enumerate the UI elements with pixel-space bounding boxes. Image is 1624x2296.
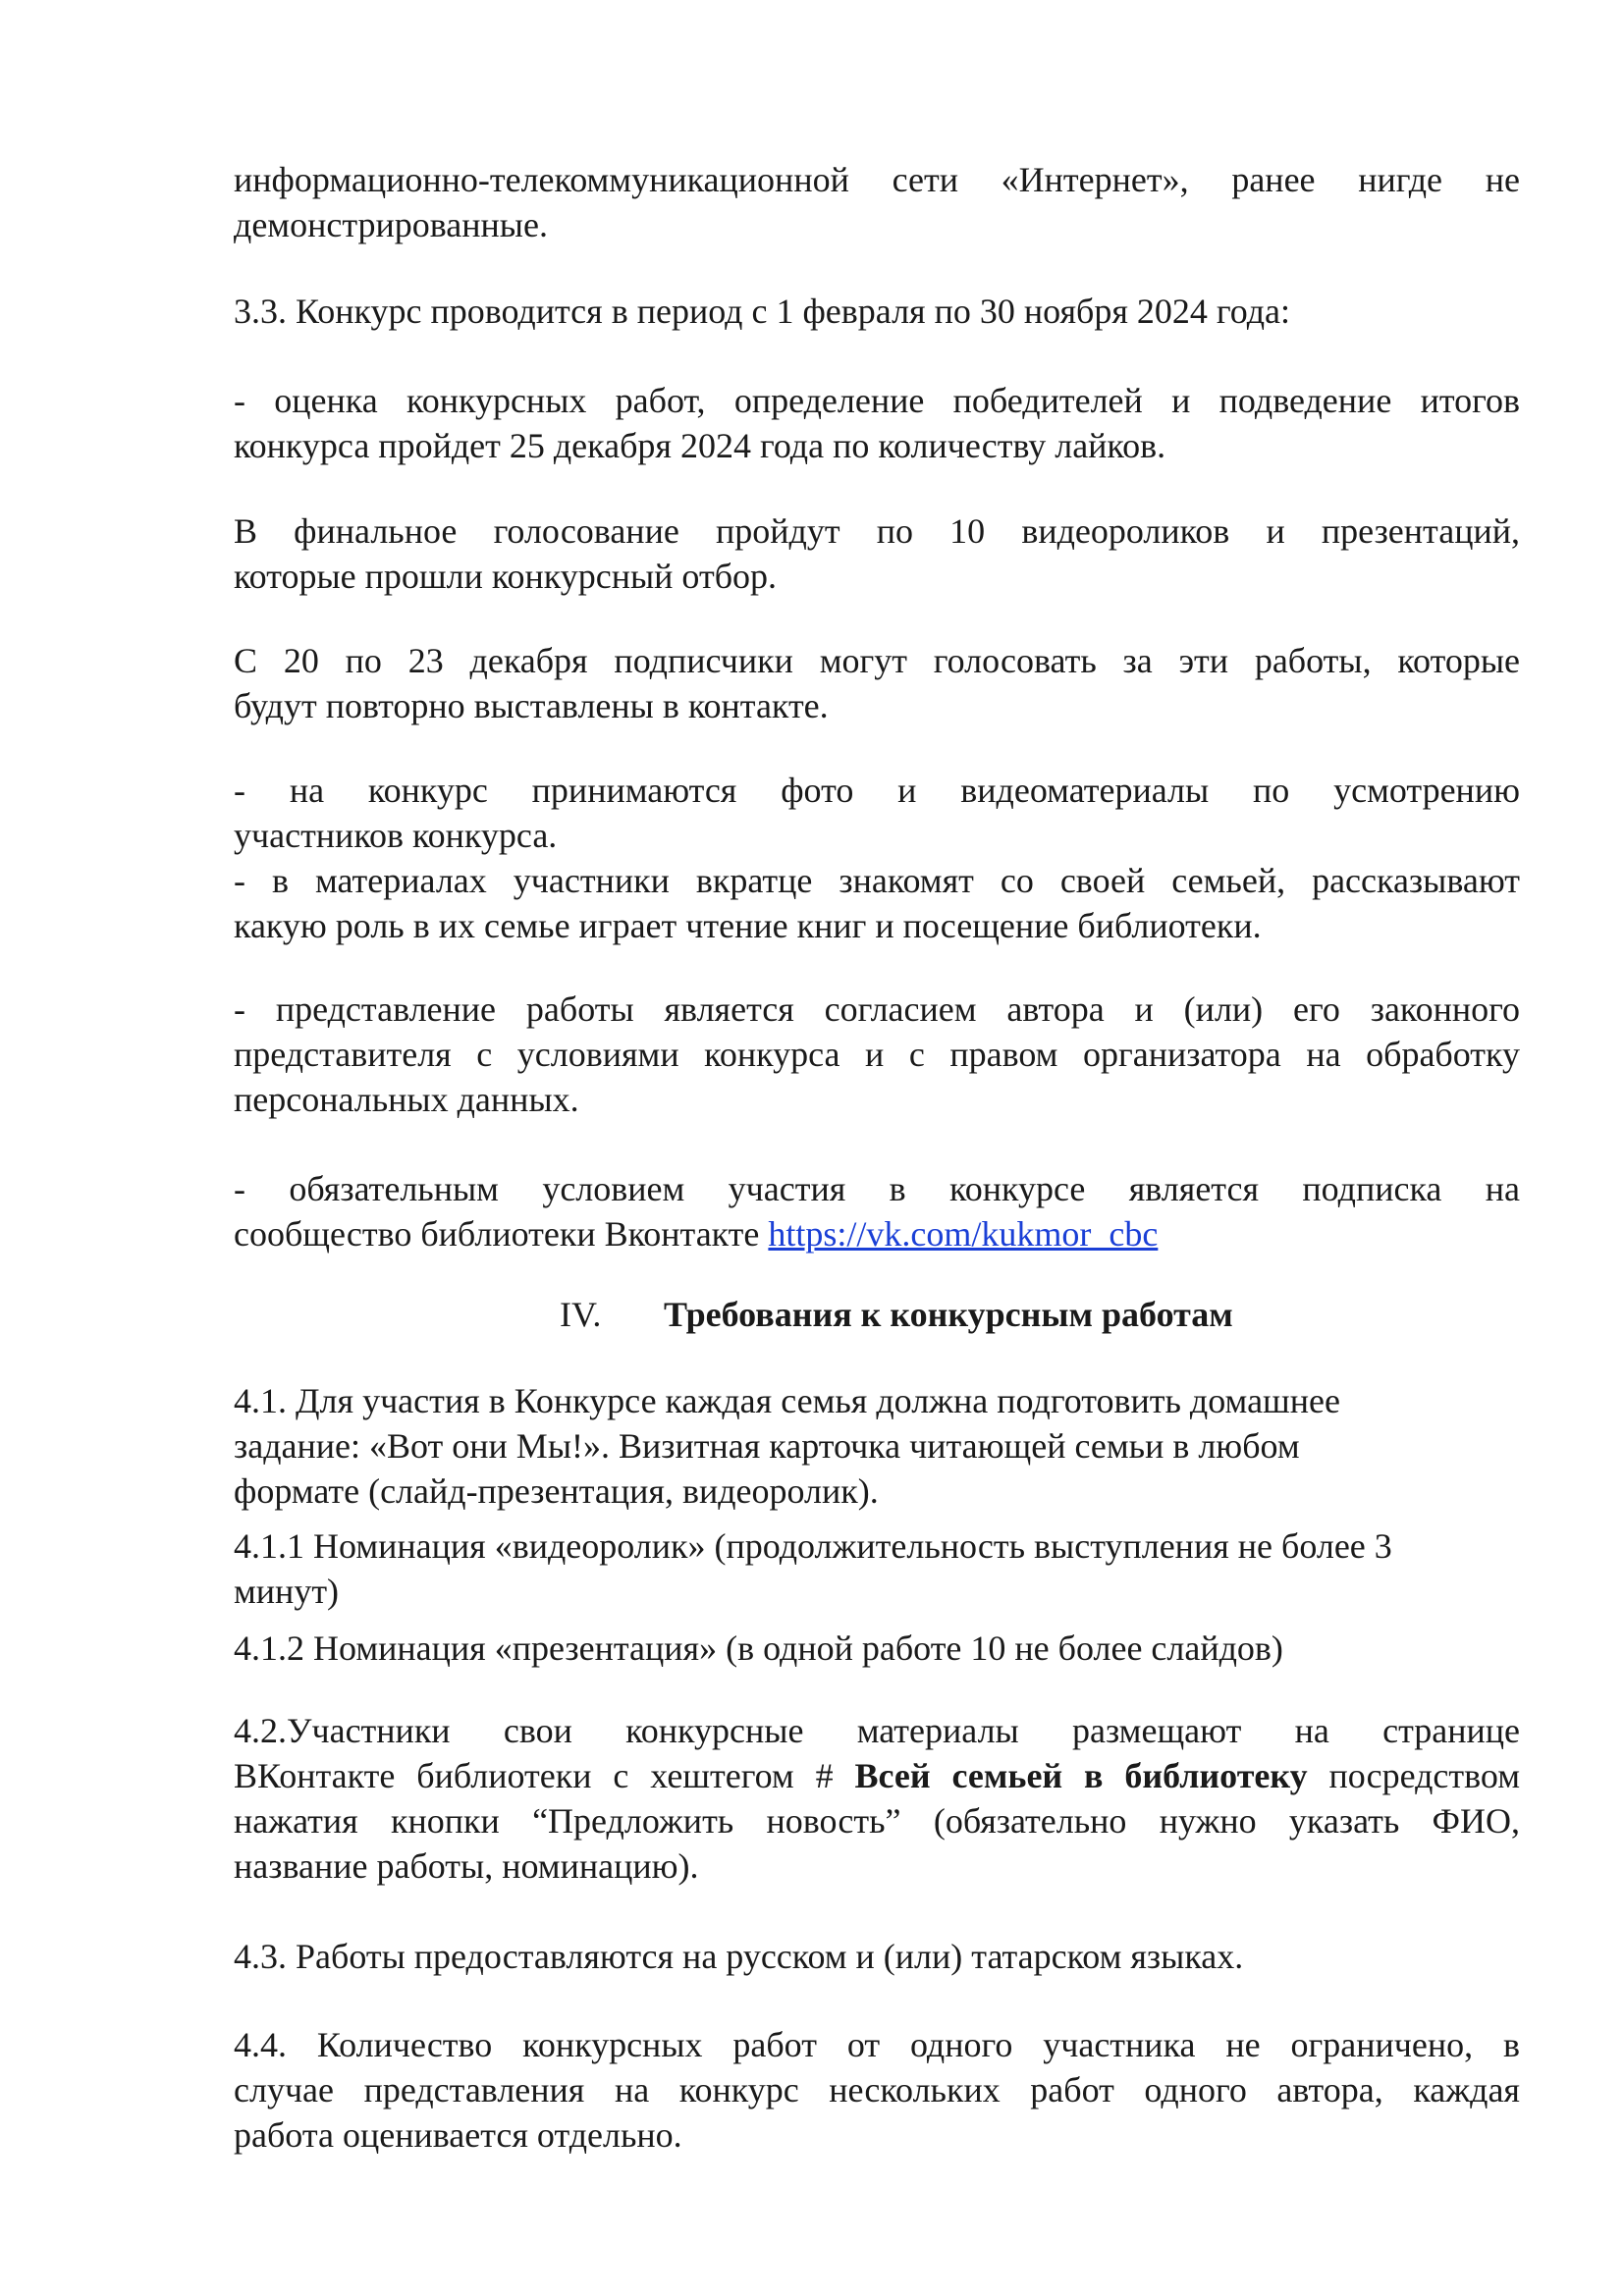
hashtag-text: Всей семьей в библиотеку xyxy=(854,1756,1308,1795)
text-line: будут повторно выставлены в контакте. xyxy=(234,686,829,725)
text-line: - оценка конкурсных работ, определение победителей и подведение итогов xyxy=(234,381,1520,420)
paragraph-4-1-2 xyxy=(234,1626,1520,1671)
text-line: информационно-телекоммуникационной сети «Интернет», ранее нигде не xyxy=(234,160,1520,199)
text-line: представителя с условиями конкурса и с правом организатора на обработку xyxy=(234,1035,1520,1074)
text-line: персональных данных. xyxy=(234,1080,579,1119)
text-line: название работы, номинацию). xyxy=(234,1846,699,1886)
text-line: 4.2.Участники свои конкурсные материалы размещают на странице xyxy=(234,1711,1520,1750)
paragraph-consent xyxy=(234,987,1520,1122)
text-line: - представление работы является согласием автора и (или) его законного xyxy=(234,989,1520,1029)
text-line: - на конкурс принимаются фото и видеоматериалы по усмотрению xyxy=(234,771,1520,810)
paragraph-4-4 xyxy=(234,2022,1520,2158)
paragraph-4-1 xyxy=(234,1378,1520,1514)
section-title: Требования к конкурсным работам xyxy=(664,1295,1233,1334)
paragraph-3-3 xyxy=(234,289,1520,334)
text-line: участников конкурса. xyxy=(234,816,558,855)
text-line: С 20 по 23 декабря подписчики могут голосовать за эти работы, которые xyxy=(234,641,1520,680)
text-line: демонстрированные. xyxy=(234,205,548,244)
text-line: 4.3. Работы предоставляются на русском и (или) татарском языках. xyxy=(234,1937,1244,1976)
text-line: задание: «Вот они Мы!». Визитная карточка читающей семьи в любом xyxy=(234,1426,1300,1466)
paragraph-subscription xyxy=(234,1166,1520,1256)
text-line: минут) xyxy=(234,1572,340,1611)
text-line: которые прошли конкурсный отбор. xyxy=(234,557,778,596)
paragraph-evaluation xyxy=(234,378,1520,468)
vk-community-link[interactable]: https://vk.com/kukmor_cbc xyxy=(768,1214,1159,1254)
text-line: - в материалах участники вкратце знакомят со своей семьей, рассказывают xyxy=(234,861,1520,900)
paragraph-internet xyxy=(234,157,1520,247)
text-line: В финальное голосование пройдут по 10 видеороликов и презентаций, xyxy=(234,511,1520,551)
section-number: IV. xyxy=(560,1295,602,1334)
text-line: 4.1. Для участия в Конкурсе каждая семья должна подготовить домашнее xyxy=(234,1381,1340,1420)
text-line: какую роль в их семье играет чтение книг и посещение библиотеки. xyxy=(234,906,1262,945)
text-line: формате (слайд-презентация, видеоролик). xyxy=(234,1471,879,1511)
paragraph-4-2 xyxy=(234,1708,1520,1889)
text-span: сообщество библиотеки Вконтакте xyxy=(234,1214,769,1254)
text-line xyxy=(234,1211,1520,1256)
text-line xyxy=(234,1753,1520,1798)
text-line: 4.1.2 Номинация «презентация» (в одной работе 10 не более слайдов) xyxy=(234,1629,1283,1668)
paragraph-final-vote xyxy=(234,508,1520,599)
text-line: нажатия кнопки “Предложить новость” (обязательно нужно указать ФИО, xyxy=(234,1801,1520,1841)
text-line: 4.4. Количество конкурсных работ от одного участника не ограничено, в xyxy=(234,2025,1520,2064)
paragraph-voting-dates xyxy=(234,638,1520,728)
text-line: - обязательным условием участия в конкурсе является подписка на xyxy=(234,1169,1520,1208)
paragraph-4-1-1 xyxy=(234,1523,1520,1614)
text-line: 4.1.1 Номинация «видеоролик» (продолжительность выступления не более 3 xyxy=(234,1526,1392,1566)
text-line: случае представления на конкурс нескольких работ одного автора, каждая xyxy=(234,2070,1520,2109)
text-span: ВКонтакте библиотеки с хештегом # xyxy=(234,1756,855,1795)
text-line: конкурса пройдет 25 декабря 2024 года по количеству лайков. xyxy=(234,426,1166,465)
text-line: работа оценивается отдельно. xyxy=(234,2115,682,2155)
text-span: посредством xyxy=(1307,1756,1520,1795)
paragraph-4-3 xyxy=(234,1934,1520,1979)
text-line: 3.3. Конкурс проводится в период с 1 февраля по 30 ноября 2024 года: xyxy=(234,292,1291,331)
paragraph-materials xyxy=(234,768,1520,948)
